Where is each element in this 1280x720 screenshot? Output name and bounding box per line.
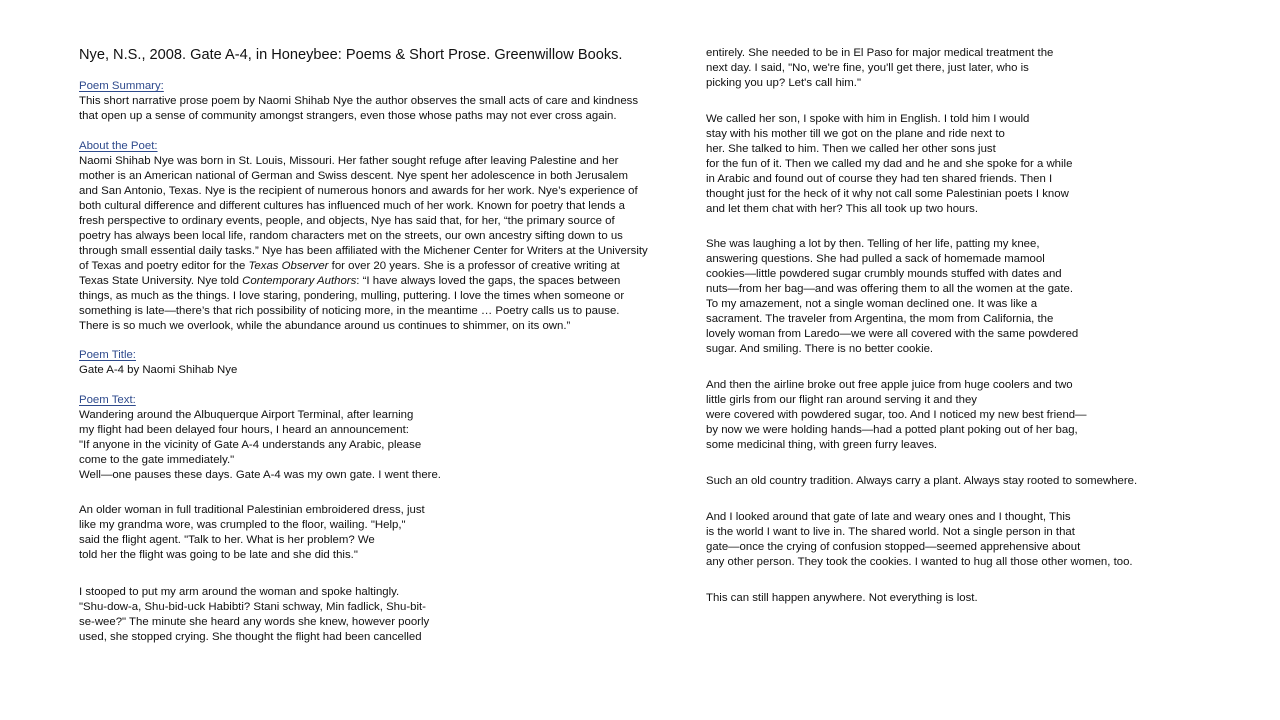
poem-line: Wandering around the Albuquerque Airport Terminal, after learning <box>79 409 414 421</box>
about-text-part-3: : “I have always loved the gaps, the spaces between things, as much as the things. I love staring, pondering, mulling, puttering. I love the times when someone or something is late—there’s that rich possibility of noticing more, in the meantime … Poetry calls us to pause. There is so much we overlook, while the abundance around us continues to shimmer, on its own.” <box>79 275 625 332</box>
poem-line: This can still happen anywhere. Not everything is lost. <box>706 592 978 604</box>
poem-line: thought just for the heck of it why not call some Palestinian poets I know <box>706 188 1069 200</box>
about-text-part-2: for over 20 years. She is a professor of creative writing at Texas State University. Nye told <box>79 260 620 287</box>
citation-title: Nye, N.S., 2008. Gate A-4, in Honeybee: Poems & Short Prose. Greenwillow Books. <box>79 47 623 63</box>
about-italic-contemporary-authors: Contemporary Authors <box>242 275 357 287</box>
poem-line: little girls from our flight ran around serving it and they <box>706 394 977 406</box>
poem-line: An older woman in full traditional Palestinian embroidered dress, just <box>79 504 425 516</box>
poem-line: cookies—little powdered sugar crumbly mounds stuffed with dates and <box>706 268 1062 280</box>
poem-stanza-9 <box>706 510 1133 570</box>
poem-line: like my grandma wore, was crumpled to the floor, wailing. "Help," <box>79 519 406 531</box>
about-section <box>79 139 649 334</box>
poem-title-section <box>79 348 651 378</box>
poem-text-section <box>79 393 651 483</box>
poem-line: come to the gate immediately." <box>79 454 235 466</box>
poem-line: is the world I want to live in. The shared world. Not a single person in that <box>706 526 1075 538</box>
summary-text: This short narrative prose poem by Naomi Shihab Nye the author observes the small acts of care and kindness that open up a sense of community amongst strangers, even those whose paths may not ever cross again. <box>79 95 639 122</box>
poem-line: sacrament. The traveler from Argentina, the mom from California, the <box>706 313 1054 325</box>
poem-line: said the flight agent. "Talk to her. What is her problem? We <box>79 534 375 546</box>
poem-title-text: Gate A-4 by Naomi Shihab Nye <box>79 364 238 376</box>
poem-line: my flight had been delayed four hours, I heard an announcement: <box>79 424 409 436</box>
poem-stanza-2 <box>79 503 425 563</box>
poem-line: answering questions. She had pulled a sack of homemade mamool <box>706 253 1045 265</box>
poem-line: entirely. She needed to be in El Paso for major medical treatment the <box>706 47 1054 59</box>
poem-line: any other person. They took the cookies. I wanted to hug all those other women, too. <box>706 556 1133 568</box>
poem-title-label: Poem Title: <box>79 349 136 361</box>
poem-line: her. She talked to him. Then we called her other sons just <box>706 143 996 155</box>
poem-line: Well—one pauses these days. Gate A-4 was my own gate. I went there. <box>79 469 441 481</box>
poem-line: for the fun of it. Then we called my dad and he and she spoke for a while <box>706 158 1073 170</box>
poem-line: She was laughing a lot by then. Telling of her life, patting my knee, <box>706 238 1040 250</box>
poem-stanza-6 <box>706 237 1078 357</box>
poem-stanza-7 <box>706 378 1087 453</box>
poem-text-label: Poem Text: <box>79 394 136 406</box>
poem-line: se-wee?" The minute she heard any words she knew, however poorly <box>79 616 430 628</box>
summary-label: Poem Summary: <box>79 80 164 92</box>
poem-line: lovely woman from Laredo—we were all covered with the same powdered <box>706 328 1079 340</box>
poem-line: and let them chat with her? This all took up two hours. <box>706 203 979 215</box>
poem-line: told her the flight was going to be late and she did this." <box>79 549 358 561</box>
poem-line: "If anyone in the vicinity of Gate A-4 understands any Arabic, please <box>79 439 422 451</box>
about-italic-texas-observer: Texas Observer <box>248 260 329 272</box>
summary-section <box>79 79 651 124</box>
poem-stanza-4 <box>706 46 1053 91</box>
poem-line: And then the airline broke out free apple juice from huge coolers and two <box>706 379 1073 391</box>
poem-line: nuts—from her bag—and was offering them to all the women at the gate. <box>706 283 1074 295</box>
poem-stanza-5 <box>706 112 1072 217</box>
poem-stanza-10 <box>706 591 978 606</box>
poem-line: We called her son, I spoke with him in English. I told him I would <box>706 113 1030 125</box>
poem-line: gate—once the crying of confusion stopped—seemed apprehensive about <box>706 541 1081 553</box>
poem-line: Such an old country tradition. Always carry a plant. Always stay rooted to somewhere. <box>706 475 1138 487</box>
poem-line: sugar. And smiling. There is no better cookie. <box>706 343 934 355</box>
poem-line: used, she stopped crying. She thought the flight had been cancelled <box>79 631 422 643</box>
about-label: About the Poet: <box>79 140 158 152</box>
poem-line: some medicinal thing, with green furry leaves. <box>706 439 938 451</box>
poem-line: "Shu-dow-a, Shu-bid-uck Habibti? Stani schway, Min fadlick, Shu-bit- <box>79 601 426 613</box>
poem-line: in Arabic and found out of course they had ten shared friends. Then I <box>706 173 1053 185</box>
poem-line: by now we were holding hands—had a potted plant poking out of her bag, <box>706 424 1078 436</box>
poem-line: To my amazement, not a single woman declined one. It was like a <box>706 298 1038 310</box>
poem-line: were covered with powdered sugar, too. And I noticed my new best friend— <box>706 409 1087 421</box>
poem-line: next day. I said, "No, we're fine, you'll get there, just later, who is <box>706 62 1029 74</box>
poem-line: stay with his mother till we got on the plane and ride next to <box>706 128 1005 140</box>
about-text-part-1: Naomi Shihab Nye was born in St. Louis, Missouri. Her father sought refuge after leaving Palestine and her mother is an American national of German and Swiss descent. Nye spent her adolescence in both Jerusalem and San Antonio, Texas. Nye is the recipient of numerous honors and awards for her work. Nye’s experience of both cultural difference and different cultures has influenced much of her work. Known for poetry that lends a fresh perspective to ordinary events, people, and objects, Nye has said that, for her, “the primary source of poetry has always been local life, random characters met on the streets, our own ancestry sifting down to us through small essential daily tasks.” Nye has been affiliated with the Michener Center for Writers at the University of Texas and poetry editor for the <box>79 155 648 272</box>
poem-stanza-1 <box>79 408 651 483</box>
poem-line: I stooped to put my arm around the woman and spoke haltingly. <box>79 586 400 598</box>
about-text <box>79 154 649 334</box>
poem-line: And I looked around that gate of late and weary ones and I thought, This <box>706 511 1071 523</box>
poem-stanza-3 <box>79 585 429 645</box>
poem-stanza-8 <box>706 474 1137 489</box>
poem-line: picking you up? Let's call him." <box>706 77 862 89</box>
